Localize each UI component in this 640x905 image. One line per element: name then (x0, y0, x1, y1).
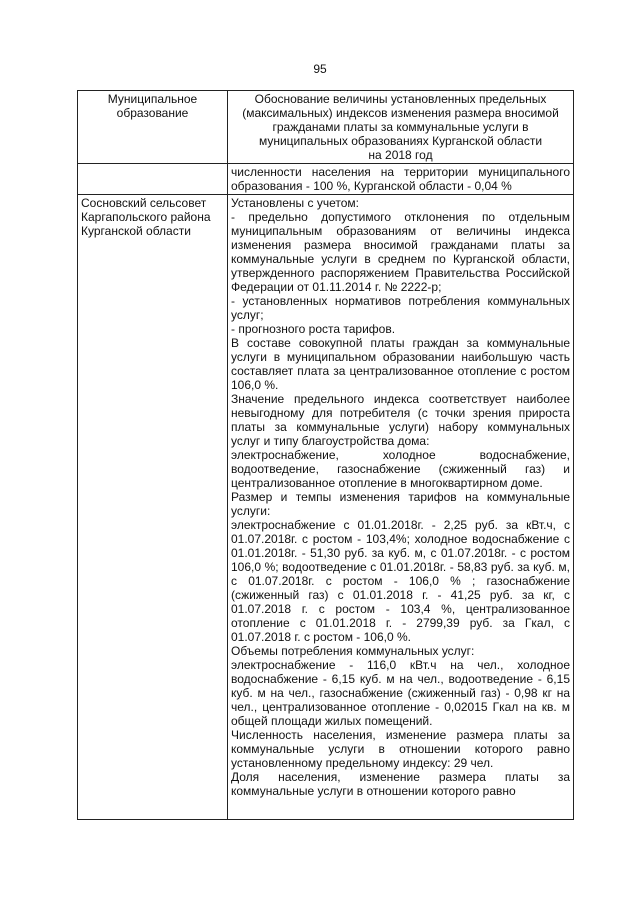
paragraph: Установлены с учетом: (231, 196, 359, 210)
header-line: гражданами платы за коммунальные услуги в (272, 120, 529, 134)
continuation-text: численности населения на территории муниципального образования - 100 %, Курганской области - 0,04 % (231, 165, 570, 193)
paragraph: - предельно допустимого отклонения по отдельным муниципальным образованиям от величины индекса изменения размера вносимой гражданами платы за коммунальные услуги в среднем по Курганской области, утвержденного распоряжением Правительства Российской Федерации от 01.11.2014 г. № 2222-р; (231, 210, 570, 294)
paragraph: Доля населения, изменение размера платы за коммунальные услуги в отношении которого равно (231, 770, 570, 798)
paragraph: Численность населения, изменение размера платы за коммунальные услуги в отношении которого равно установленному предельному индексу: 29 чел. (231, 728, 570, 770)
justification-text-cell (228, 195, 574, 820)
paragraph: электроснабжение с 01.01.2018г. - 2,25 руб. за кВт.ч, с 01.07.2018г. с ростом - 103,4%; холодное водоснабжение с 01.01.2018г. - 51,30 руб. за куб. м, с 01.07.2018г. - с ростом 106,0 %; водоотведение с 01.01.2018г. - 58,83 руб. за куб. м, с 01.07.2018г. с ростом - 106,0 % ; газоснабжение (сжиженный газ) с 01.01.2018 г. - 41,25 руб. за кг, с 01.07.2018 г. с ростом - 103,4 %, централизованное отопление с 01.01.2018 г. - 2799,39 руб. за Гкал, с 01.07.2018 г. с ростом - 106,0 %. (231, 518, 570, 644)
header-municipality-cell: Муниципальное образование (78, 91, 228, 164)
header-line: на 2018 год (368, 148, 433, 162)
header-line: муниципальных образованиях Курганской области (258, 134, 543, 148)
page-number: 95 (313, 62, 327, 76)
header-line: (максимальных) индексов изменения размера вносимой (242, 106, 559, 120)
paragraph: - установленных нормативов потребления коммунальных услуг; (231, 294, 570, 322)
municipality-name-cell: Сосновский сельсовет Каргапольского района Курганской области (78, 195, 228, 820)
paragraph: электроснабжение, холодное водоснабжение, водоотведение, газоснабжение (сжиженный газ) и централизованное отопление в многоквартирном доме. (231, 448, 570, 490)
header-line: Обоснование величины установленных предельных (254, 92, 547, 106)
tariff-index-table (77, 90, 574, 820)
paragraph: электроснабжение - 116,0 кВт.ч на чел., холодное водоснабжение - 6,15 куб. м на чел., водоотведение - 6,15 куб. м на чел., газоснабжение (сжиженный газ) - 0,98 кг на чел., централизованное отопление - 0,02015 Гкал на кв. м общей площади жилых помещений. (231, 658, 570, 728)
paragraph: Значение предельного индекса соответствует наиболее невыгодному для потребителя (с точки зрения прироста платы за коммунальные услуги) набору коммунальных услуг и типу благоустройства дома: (231, 392, 570, 448)
table-row-continuation (78, 164, 574, 195)
table-row-sosnovsky (78, 195, 574, 820)
continuation-left-cell (78, 164, 228, 195)
paragraph: В составе совокупной платы граждан за коммунальные услуги в муниципальном образовании наибольшую часть составляет плата за централизованное отопление с ростом 106,0 %. (231, 336, 570, 392)
continuation-right-cell (228, 164, 574, 195)
paragraph: - прогнозного роста тарифов. (231, 322, 396, 336)
paragraph: Объемы потребления коммунальных услуг: (231, 644, 475, 658)
table-header-row (78, 91, 574, 164)
header-justification-cell (228, 91, 574, 164)
paragraph: Размер и темпы изменения тарифов на коммунальные услуги: (231, 490, 570, 518)
